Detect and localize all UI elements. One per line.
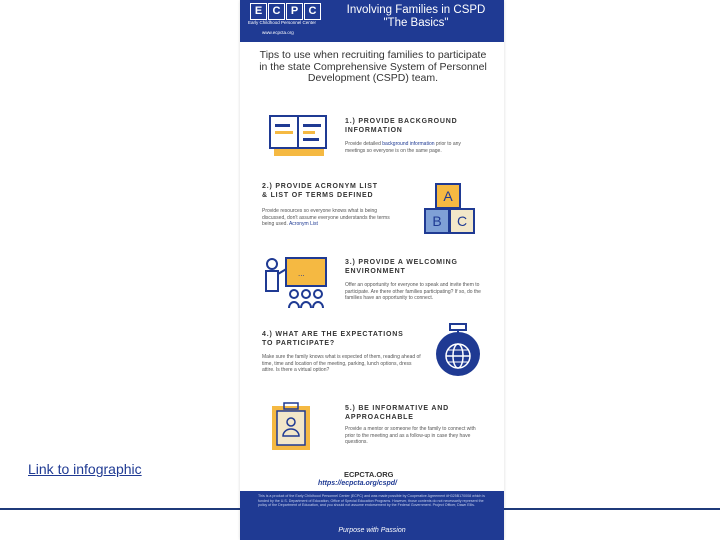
footer-url-link[interactable]: https://ecpcta.org/cspd/	[318, 480, 397, 487]
acronym-list-link[interactable]: Acronym List	[288, 221, 318, 227]
infographic	[240, 0, 504, 540]
step-3-title	[345, 258, 458, 276]
step-title-line: 3.) PROVIDE A WELCOMING	[345, 259, 458, 266]
clipboard-icon	[270, 402, 314, 452]
svg-text:...: ...	[298, 269, 305, 278]
step-2-title	[262, 182, 378, 200]
step-3-text: Offer an opportunity for everyone to speak and invite them to participate. Are there other families participating? If so, do the families have an opportunity to connect.	[345, 282, 481, 301]
logo-letter: P	[286, 3, 303, 20]
step-title-line: 2.) PROVIDE ACRONYM LIST	[262, 183, 378, 190]
step-title-line: & LIST OF TERMS DEFINED	[262, 192, 374, 199]
footer-site: ECPCTA.ORG	[344, 470, 394, 479]
infographic-header	[240, 0, 504, 42]
logo-letter: C	[268, 3, 285, 20]
step-1-title	[345, 117, 458, 135]
step-title-line: TO PARTICIPATE?	[262, 340, 335, 347]
step-title-line: 1.) PROVIDE BACKGROUND	[345, 118, 458, 125]
book-icon	[268, 112, 330, 164]
globe-icon	[426, 322, 488, 378]
block-c: C	[449, 208, 475, 234]
logo-url: www.ecpcta.org	[262, 30, 294, 35]
step-text-part: prior to any meetings so everyone is on the same page.	[345, 141, 461, 154]
background-info-link[interactable]: background information	[382, 141, 435, 147]
logo-letter: C	[304, 3, 321, 20]
step-4-text: Make sure the family knows what is expected of them, reading ahead of time, time and location of the meeting, parking, lunch options, dress attire. Is there a virtual option?	[262, 354, 421, 373]
infographic-title	[332, 4, 500, 30]
logo-subtitle: Early Childhood Personnel Center	[248, 20, 317, 25]
step-title-line: 5.) BE INFORMATIVE AND	[345, 405, 449, 412]
motto: Purpose with Passion	[338, 527, 406, 534]
block-a: A	[435, 183, 461, 209]
step-title-line: APPROACHABLE	[345, 414, 414, 421]
footer-bar	[240, 491, 504, 540]
step-text-part: Provide detailed	[345, 141, 383, 147]
step-title-line: INFORMATION	[345, 127, 403, 134]
step-title-line: ENVIRONMENT	[345, 268, 406, 275]
title-line-2: "The Basics"	[383, 17, 449, 29]
step-2-text	[262, 208, 402, 228]
disclaimer-text: This is a product of the Early Childhood Personnel Center (ECPC) and was made possible by Cooperative Agreement #H325B170008 which is funded by the U.S. Department of Education, Office of Special Education Programs. However, those contents do not necessarily represent the policy of the Department of Education, and you should not assume endorsement by the Federal Government. Project Officer, Dawn Ellis.	[258, 494, 485, 507]
block-b: B	[424, 208, 450, 234]
abc-blocks-icon	[422, 180, 488, 234]
step-text-part: Provide resources so everyone knows what is being discussed, don't assume everyone understands the terms being used.	[262, 208, 390, 227]
title-line-1: Involving Families in CSPD	[346, 4, 486, 16]
ecpc-logo	[248, 3, 324, 37]
presentation-icon	[262, 254, 332, 310]
step-5-title	[345, 404, 449, 422]
step-5-text: Provide a mentor or someone for the family to connect with prior to the meeting and as a follow-up in case they have questions.	[345, 426, 476, 445]
logo-letter: E	[250, 3, 267, 20]
step-1-text	[345, 141, 480, 154]
step-title-line: 4.) WHAT ARE THE EXPECTATIONS	[262, 331, 404, 338]
intro-text: Tips to use when recruiting families to participate in the state Comprehensive System of Personnel Development (CSPD) team.	[259, 49, 487, 84]
infographic-link[interactable]: Link to infographic	[28, 461, 142, 477]
step-4-title	[262, 330, 404, 348]
